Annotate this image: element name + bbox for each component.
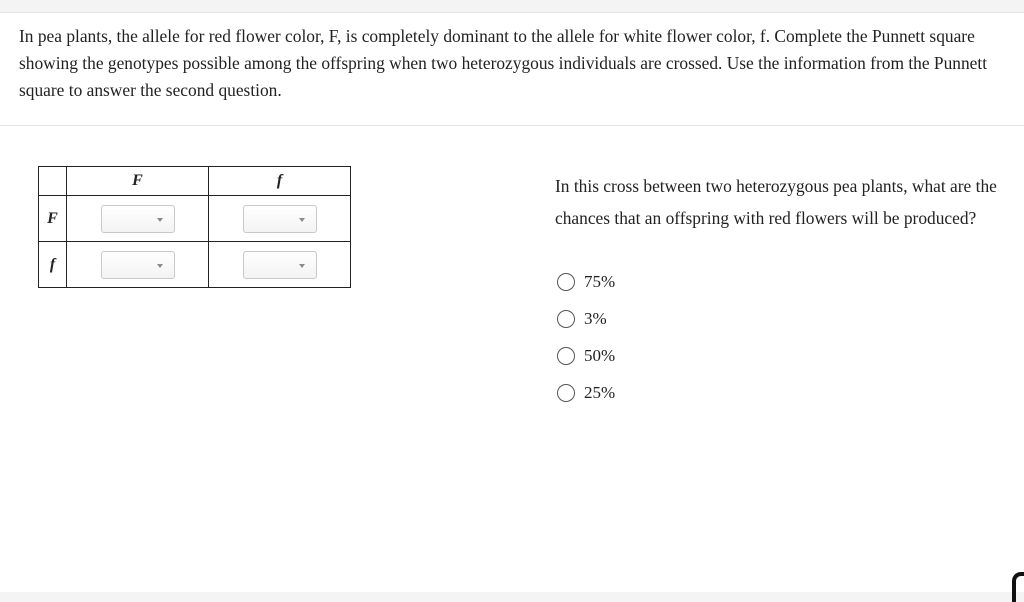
question-page bbox=[0, 12, 1024, 592]
punnett-cell-1-2 bbox=[209, 196, 351, 242]
punnett-corner-cell bbox=[39, 167, 67, 196]
answer-option-1[interactable] bbox=[557, 263, 615, 300]
chevron-down-icon bbox=[299, 264, 305, 268]
answer-option-2[interactable] bbox=[557, 300, 615, 337]
punnett-cell-1-1 bbox=[67, 196, 209, 242]
genotype-dropdown-2-1[interactable] bbox=[101, 251, 175, 279]
radio-button-icon[interactable] bbox=[557, 347, 575, 365]
partial-widget-corner bbox=[1012, 572, 1024, 602]
punnett-row-header-1: F bbox=[39, 196, 67, 242]
answer-option-4[interactable] bbox=[557, 374, 615, 411]
genotype-dropdown-1-2[interactable] bbox=[243, 205, 317, 233]
radio-button-icon[interactable] bbox=[557, 273, 575, 291]
radio-button-icon[interactable] bbox=[557, 384, 575, 402]
punnett-square bbox=[38, 166, 351, 288]
prompt-text: In pea plants, the allele for red flower color, F, is completely dominant to the allele for white flower color, f. Complete the Punnett square showing the genotypes possible among the offspring when two heterozygous individuals are crossed. Use the information from the Punnett square to answer the second question. bbox=[19, 26, 988, 100]
punnett-col-header-1: F bbox=[67, 167, 209, 196]
genotype-dropdown-2-2[interactable] bbox=[243, 251, 317, 279]
section-divider bbox=[0, 125, 1024, 126]
punnett-cell-2-2 bbox=[209, 242, 351, 288]
chevron-down-icon bbox=[157, 218, 163, 222]
answer-option-label: 50% bbox=[584, 345, 616, 365]
punnett-cell-2-1 bbox=[67, 242, 209, 288]
question-text: In this cross between two heterozygous pea plants, what are the chances that an offspring with red flowers will be produced? bbox=[555, 176, 997, 228]
answer-option-label: 3% bbox=[584, 308, 607, 328]
punnett-row-header-2: f bbox=[39, 242, 67, 288]
punnett-col-header-2: f bbox=[209, 167, 351, 196]
chevron-down-icon bbox=[299, 218, 305, 222]
answer-option-label: 25% bbox=[584, 382, 616, 402]
answer-option-3[interactable] bbox=[557, 337, 615, 374]
answer-options bbox=[557, 263, 615, 411]
genotype-dropdown-1-1[interactable] bbox=[101, 205, 175, 233]
answer-option-label: 75% bbox=[584, 271, 616, 291]
chevron-down-icon bbox=[157, 264, 163, 268]
radio-button-icon[interactable] bbox=[557, 310, 575, 328]
